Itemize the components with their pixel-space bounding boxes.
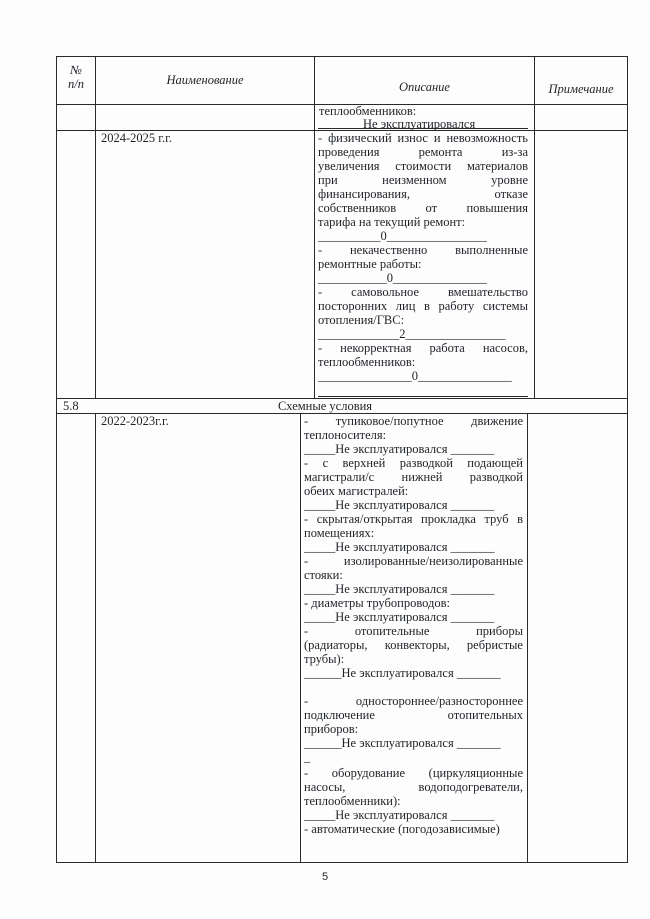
row2-line-15: - некорректная работа насосов,	[318, 341, 528, 355]
row1-desc-line-0: теплообменников:	[319, 104, 417, 118]
header-description: Описание	[398, 80, 450, 94]
row4-line-29: - автоматические (погодозависимые)	[304, 822, 500, 836]
table-divider-desc-2	[527, 413, 528, 862]
row4-line-25: - оборудование (циркуляционные	[304, 766, 523, 780]
row4-line-0: - тупиковое/попутное движение	[304, 414, 523, 428]
row2-line-2: увеличения стоимости материалов	[318, 159, 528, 173]
row4-line-20: - одностороннее/разностороннее	[304, 694, 523, 708]
row4-line-5: обеих магистралей:	[304, 484, 409, 498]
row2-line-5: собственников от повышения	[318, 201, 528, 215]
table-divider-name	[314, 56, 315, 398]
row2-line-13: отопления/ГВС:	[318, 313, 405, 327]
table-divider-num-2	[95, 413, 96, 862]
row4-line-11: стояки:	[304, 568, 343, 582]
row2-line-6: тарифа на текущий ремонт:	[318, 215, 466, 229]
row1-desc-line-1: Не эксплуатировался	[363, 117, 476, 131]
section-title: Схемные условия	[277, 399, 373, 413]
row4-line-3: - с верхней разводкой подающей	[304, 456, 523, 470]
row4-line-28: _____Не эксплуатировался _______	[304, 808, 495, 822]
table-divider-desc	[534, 56, 535, 398]
row4-line-7: - скрытая/открытая прокладка труб в	[304, 512, 523, 526]
row4-description	[304, 414, 523, 836]
header-num	[57, 63, 95, 91]
row4-line-26: насосы, водоподогреватели,	[304, 780, 523, 794]
row4-line-13: - диаметры трубопроводов:	[304, 596, 451, 610]
row4-line-14: _____Не эксплуатировался _______	[304, 610, 495, 624]
table-border-bottom	[56, 862, 628, 863]
section-number: 5.8	[63, 399, 79, 413]
row4-line-17: трубы):	[304, 652, 345, 666]
row4-line-16: (радиаторы, конвекторы, ребристые	[304, 638, 523, 652]
table-divider-name-2	[300, 413, 301, 862]
row4-line-15: - отопительные приборы	[304, 624, 523, 638]
row4-line-22: приборов:	[304, 722, 359, 736]
row4-line-10: - изолированные/неизолированные	[304, 554, 523, 568]
row2-line-4: финансирования, отказе	[318, 187, 528, 201]
page-number: 5	[321, 871, 329, 883]
row2-line-12: посторонних лиц в работу системы	[318, 299, 528, 313]
row4-line-21: подключение отопительных	[304, 708, 523, 722]
row2-line-17: _______________0_______________	[318, 369, 512, 383]
row2-line-0: - физический износ и невозможность	[318, 131, 528, 145]
row2-line-11: - самовольное вмешательство	[318, 285, 528, 299]
header-num-symbol: №	[70, 63, 82, 77]
row4-line-4: магистрали/с нижней разводкой	[304, 470, 523, 484]
header-note: Примечание	[548, 82, 614, 96]
row2-line-1: проведения ремонта из-за	[318, 145, 528, 159]
row4-line-1: теплоносителя:	[304, 428, 387, 442]
header-num-label: п/п	[68, 77, 84, 91]
table-divider-num	[95, 56, 96, 398]
table-border-right	[627, 56, 628, 862]
table-border-top	[56, 56, 628, 57]
row4-line-19	[304, 680, 523, 694]
row4-line-27: теплообменники):	[304, 794, 401, 808]
row4-line-18: ______Не эксплуатировался _______	[304, 666, 501, 680]
row4-line-9: _____Не эксплуатировался _______	[304, 540, 495, 554]
row2-line-10: ___________0_______________	[318, 271, 487, 285]
row2-description	[318, 131, 528, 383]
row4-line-8: помещениях:	[304, 526, 375, 540]
underline-last-value	[318, 396, 528, 397]
row2-line-14: _____________2________________	[318, 327, 506, 341]
row2-line-3: при неизменном уровне	[318, 173, 528, 187]
row4-line-12: _____Не эксплуатировался _______	[304, 582, 495, 596]
header-name: Наименование	[166, 73, 244, 87]
row2-line-7: __________0________________	[318, 229, 487, 243]
row4-line-23: ______Не эксплуатировался _______	[304, 736, 501, 750]
row4-line-24: _	[304, 750, 311, 764]
row4-line-6: _____Не эксплуатировался _______	[304, 498, 495, 512]
table-border-left	[56, 56, 57, 862]
row2-line-8: - некачественно выполненные	[318, 243, 528, 257]
row2-name: 2024-2025 г.г.	[101, 131, 172, 145]
row4-line-2: _____Не эксплуатировался _______	[304, 442, 495, 456]
row2-line-9: ремонтные работы:	[318, 257, 422, 271]
row2-line-16: теплообменников:	[318, 355, 416, 369]
row4-name: 2022-2023г.г.	[101, 414, 169, 428]
